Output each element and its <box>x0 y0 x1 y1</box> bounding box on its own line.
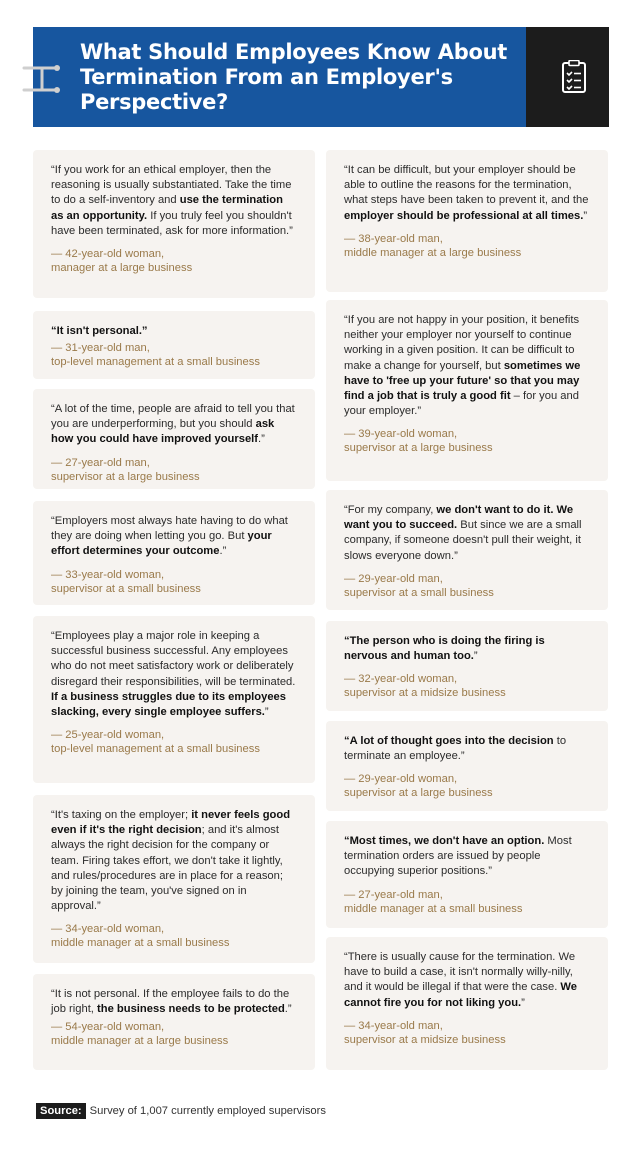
quote-segment: ” <box>473 650 478 663</box>
quote-segment: “Employees play a major role in keeping a successful business successful. Any employees who do not meet satisfactory work or deliberately disregard their responsibilities, will be terminated. <box>51 630 296 688</box>
quote-segment: ” <box>521 996 525 1009</box>
quote-card <box>326 490 608 610</box>
attribution: — 33-year-old woman, supervisor at a small business <box>51 568 201 595</box>
quote-card <box>33 501 315 605</box>
quote-card <box>33 150 315 298</box>
quote-segment: .” <box>258 433 265 446</box>
quote-segment: – for you and your employer.” <box>344 390 579 418</box>
attribution: — 39-year-old woman, supervisor at a large business <box>344 428 493 455</box>
quote-emphasis: “A lot of thought goes into the decision <box>344 735 554 747</box>
quote-segment: to terminate an employee.” <box>344 735 567 763</box>
quote-segment: “There is usually cause for the termination. We have to build a case, it isn't normally willy-nilly, and it would be illegal if that were the case. <box>344 951 576 994</box>
quote-emphasis: use the termination as an opportunity. <box>51 194 283 222</box>
quote-segment: ; and it's almost always the right decision for the company or team. Firing takes effort, we don't take it lightly, and rules/procedures are in place for a reason; by joining the team, you've signed on in approval.” <box>51 824 283 913</box>
attribution: — 27-year-old man, supervisor at a large business <box>51 456 200 483</box>
quote-segment: “For my company, <box>344 504 437 516</box>
quote-segment: “It can be difficult, but your employer should be able to outline the reasons for the termination, what steps have been taken to prevent it, and the <box>344 164 589 207</box>
quote-segment: “It is not personal. If the employee fails to do the job right, <box>51 988 290 1016</box>
attribution: — 54-year-old woman, middle manager at a large business <box>51 1021 229 1048</box>
quote-card <box>326 300 608 481</box>
quote-segment: Most termination orders are issued by people occupying superior positions.” <box>344 835 572 878</box>
decorative-connector-lines <box>22 62 62 98</box>
quote-emphasis: “It isn't personal.” <box>51 325 148 337</box>
quote-segment: “Employers most always hate having to do what they are doing when letting you go. But <box>51 515 288 543</box>
page-title: What Should Employees Know About Termination From an Employer's Perspective? <box>80 40 507 114</box>
quote-segment: ” <box>264 706 269 719</box>
quote-segment: But since we are a small company, if someone doesn't pull their weight, it slows everyone down.” <box>344 519 582 562</box>
quote-card <box>326 150 608 292</box>
attribution: — 31-year-old man, top-level management at a small business <box>51 342 260 369</box>
quote-segment: “If you work for an ethical employer, then the reasoning is usually substantiated. Take the time to do a self-inventory and <box>51 164 292 207</box>
quote-text <box>344 313 590 419</box>
quote-text <box>344 503 590 564</box>
source-note <box>36 1103 326 1119</box>
quote-segment: ” <box>583 209 588 222</box>
quote-text <box>344 163 590 224</box>
quote-segment: “A lot of the time, people are afraid to tell you that you are underperforming, but you should <box>51 403 295 431</box>
quote-segment: “It's taxing on the employer; <box>51 809 192 821</box>
quote-segment: .” <box>219 545 227 558</box>
quote-emphasis: ask how you could have improved yourself <box>51 418 275 446</box>
quote-emphasis: employer should be professional at all times. <box>344 209 584 222</box>
quote-emphasis: “The person who is doing the firing is nervous and human too. <box>344 635 545 663</box>
quote-text <box>51 324 297 339</box>
quote-emphasis: sometimes we have to 'free up your future' so that you may find a job that is truly a good fit <box>344 359 581 403</box>
attribution: — 42-year-old woman, manager at a large business <box>51 248 193 275</box>
quote-text <box>51 808 297 914</box>
quote-segment: “If you are not happy in your position, it benefits neither your employer nor yourself to continue working in a given position. It can be difficult to make a change for yourself, but <box>344 314 580 372</box>
attribution: — 27-year-old man, middle manager at a small business <box>344 888 523 915</box>
attribution: — 34-year-old man, supervisor at a midsize business <box>344 1019 506 1046</box>
attribution: — 29-year-old man, supervisor at a small business <box>344 572 494 599</box>
attribution: — 38-year-old man, middle manager at a large business <box>344 232 522 259</box>
quote-card <box>33 616 315 783</box>
quote-text <box>344 734 590 764</box>
quote-emphasis: it never feels good even if it's the right decision <box>51 809 291 837</box>
quote-segment: .” <box>284 1003 292 1016</box>
quote-text <box>344 634 590 664</box>
quote-text <box>51 514 297 560</box>
quote-segment: If you truly feel you shouldn't have been terminated, ask for more information.” <box>51 209 293 237</box>
quote-card <box>33 795 315 963</box>
quote-emphasis: “Most times, we don't have an option. <box>344 835 545 847</box>
quote-card <box>326 937 608 1070</box>
quote-text <box>344 950 590 1011</box>
quote-card <box>326 721 608 811</box>
quote-text <box>51 987 297 1017</box>
attribution: — 34-year-old woman, middle manager at a small business <box>51 923 230 950</box>
quote-card <box>33 389 315 489</box>
quote-emphasis: We cannot fire you for not liking you. <box>344 981 578 1009</box>
attribution: — 32-year-old woman, supervisor at a midsize business <box>344 673 506 700</box>
quote-text <box>344 834 590 880</box>
quote-card <box>33 311 315 379</box>
quote-emphasis: the business needs to be protected <box>97 1003 285 1016</box>
quote-emphasis: your effort determines your outcome <box>51 530 272 558</box>
attribution: — 29-year-old woman, supervisor at a large business <box>344 773 493 800</box>
source-label: Source: <box>36 1103 86 1119</box>
quote-card <box>33 974 315 1070</box>
quote-card <box>326 821 608 928</box>
quote-card <box>326 621 608 711</box>
quote-emphasis: If a business struggles due to its employees slacking, every single employee suffers. <box>51 690 287 719</box>
quote-text <box>51 163 297 239</box>
quote-text <box>51 629 297 720</box>
attribution: — 25-year-old woman, top-level management at a small business <box>51 729 260 756</box>
source-text: Survey of 1,007 currently employed supervisors <box>89 1105 326 1117</box>
quote-text <box>51 402 297 448</box>
quote-emphasis: we don't want to do it. We want you to succeed. <box>344 504 574 532</box>
checklist-clipboard-icon <box>560 60 588 94</box>
